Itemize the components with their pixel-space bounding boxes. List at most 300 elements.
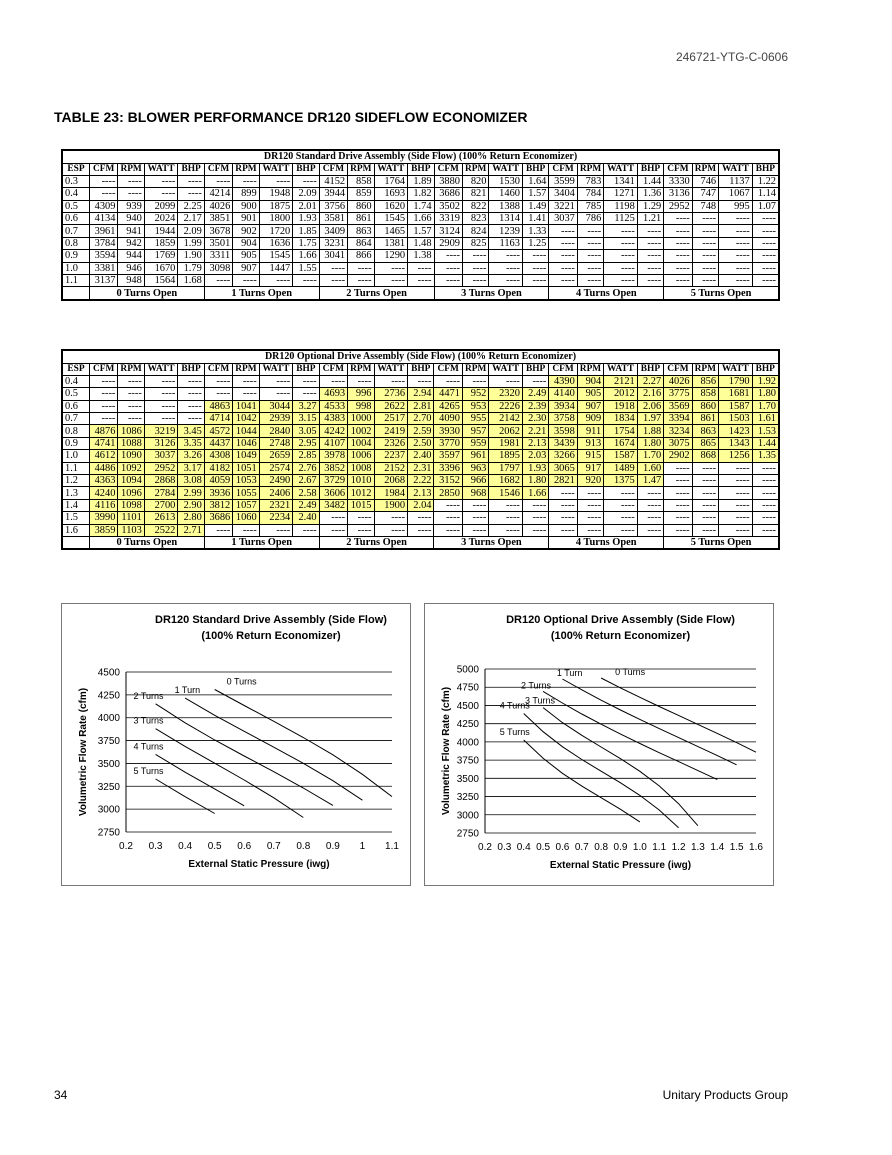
table-cell: ---- — [637, 512, 663, 524]
table-cell: ---- — [434, 275, 462, 287]
table-cell: 2.70 — [408, 413, 434, 425]
table-cell: 1.99 — [178, 237, 204, 249]
table-cell: 1290 — [374, 250, 408, 262]
table-cell: ---- — [434, 499, 462, 511]
document-id: 246721-YTG-C-0606 — [675, 50, 788, 64]
table-cell: 953 — [462, 400, 488, 412]
table-cell: 2.49 — [522, 388, 548, 400]
x-tick-label: 0.3 — [148, 841, 163, 852]
table-cell: ---- — [637, 524, 663, 536]
table-cell: ---- — [408, 275, 434, 287]
table-cell: ---- — [637, 262, 663, 274]
table-cell: 2.16 — [637, 388, 663, 400]
table-cell: 1800 — [259, 213, 293, 225]
table-cell: ---- — [178, 388, 204, 400]
table-cell: 1041 — [233, 400, 259, 412]
turns-open-label: 1 Turns Open — [204, 287, 319, 300]
table-cell: 1067 — [719, 188, 753, 200]
table-cell: ---- — [522, 275, 548, 287]
table-cell: ---- — [752, 499, 779, 511]
column-header-cfm: CFM — [434, 363, 462, 375]
table-cell: 4090 — [434, 413, 462, 425]
table-cell: 4572 — [204, 425, 232, 437]
table-cell: 2062 — [489, 425, 523, 437]
table-cell: ---- — [577, 487, 603, 499]
table-cell: 3784 — [89, 237, 117, 249]
table-cell: ---- — [752, 462, 779, 474]
turns-open-label: 4 Turns Open — [549, 287, 664, 300]
table-cell: 899 — [233, 188, 259, 200]
table-cell: ---- — [89, 188, 117, 200]
table-cell: 1.48 — [408, 237, 434, 249]
column-header-watt: WATT — [719, 163, 753, 175]
table-cell: 1681 — [719, 388, 753, 400]
table-cell: ---- — [489, 499, 523, 511]
esp-cell: 0.8 — [62, 237, 89, 249]
table-cell: ---- — [144, 188, 178, 200]
table-cell: 3851 — [204, 213, 232, 225]
table-cell: 1.97 — [637, 413, 663, 425]
table-cell: 1010 — [348, 475, 374, 487]
table-cell: 4363 — [89, 475, 117, 487]
table-cell: 915 — [577, 450, 603, 462]
y-tick-label: 3250 — [97, 781, 120, 793]
x-tick-label: 0.7 — [574, 842, 589, 853]
table-cell: ---- — [178, 188, 204, 200]
column-header-bhp: BHP — [178, 363, 204, 375]
table-cell: ---- — [118, 175, 144, 187]
table-cell: 4152 — [319, 175, 347, 187]
chart-subtitle: (100% Return Economizer) — [201, 630, 341, 642]
table-cell: 1546 — [489, 487, 523, 499]
column-header-bhp: BHP — [408, 163, 434, 175]
esp-header: ESP — [62, 363, 89, 375]
table-cell: ---- — [752, 487, 779, 499]
x-tick-label: 0.9 — [613, 842, 628, 853]
table-cell: ---- — [692, 475, 718, 487]
table-cell: 859 — [348, 188, 374, 200]
table-cell: 2326 — [374, 437, 408, 449]
table-cell: 2226 — [489, 400, 523, 412]
table-cell: 902 — [233, 225, 259, 237]
table-cell: 1042 — [233, 413, 259, 425]
table-cell: 3606 — [319, 487, 347, 499]
table-cell: 959 — [462, 437, 488, 449]
table-cell: ---- — [374, 275, 408, 287]
table-cell: 3037 — [144, 450, 178, 462]
table-cell: 4741 — [89, 437, 117, 449]
table-cell: 939 — [118, 200, 144, 212]
table-cell: ---- — [719, 225, 753, 237]
column-header-cfm: CFM — [549, 163, 577, 175]
column-header-watt: WATT — [489, 363, 523, 375]
table-cell: ---- — [637, 275, 663, 287]
turns-open-label: 5 Turns Open — [664, 287, 779, 300]
table-cell: ---- — [752, 524, 779, 536]
esp-cell: 1.5 — [62, 512, 89, 524]
table-cell: 905 — [233, 250, 259, 262]
table-cell: 856 — [692, 375, 718, 387]
table-cell: ---- — [664, 213, 692, 225]
table-cell: 4714 — [204, 413, 232, 425]
column-header-cfm: CFM — [204, 363, 232, 375]
standard-drive-chart-svg — [62, 604, 410, 885]
table-cell: 1670 — [144, 262, 178, 274]
table-cell: 3880 — [434, 175, 462, 187]
table-cell: ---- — [204, 375, 232, 387]
table-cell: 858 — [692, 388, 718, 400]
table-cell: ---- — [522, 262, 548, 274]
y-tick-label: 3000 — [456, 810, 479, 822]
x-axis-label: External Static Pressure (iwg) — [549, 860, 692, 871]
table-cell: 4107 — [319, 437, 347, 449]
table-cell: 3152 — [434, 475, 462, 487]
table-cell: ---- — [374, 375, 408, 387]
table-cell: ---- — [549, 512, 577, 524]
table-cell: ---- — [522, 375, 548, 387]
table-cell: ---- — [637, 225, 663, 237]
table-cell: ---- — [549, 225, 577, 237]
table-cell: 1.92 — [752, 375, 779, 387]
footer-blank-cell — [62, 536, 89, 549]
table-row — [62, 225, 779, 237]
table-cell: 3044 — [259, 400, 293, 412]
table-cell: 2320 — [489, 388, 523, 400]
table-cell: ---- — [204, 275, 232, 287]
table-cell: 1.25 — [522, 237, 548, 249]
table-cell: ---- — [462, 499, 488, 511]
table-cell: 1790 — [719, 375, 753, 387]
x-tick-label: 0.7 — [266, 841, 281, 852]
y-tick-label: 4250 — [456, 719, 479, 731]
table-cell: 2613 — [144, 512, 178, 524]
table-cell: 825 — [462, 237, 488, 249]
table-cell: 3978 — [319, 450, 347, 462]
table-cell: 2902 — [664, 450, 692, 462]
x-tick-label: 0.9 — [325, 841, 340, 852]
series-line-3 — [543, 708, 698, 826]
table-cell: 1984 — [374, 487, 408, 499]
table-cell: 3330 — [664, 175, 692, 187]
footer-blank-cell — [62, 287, 89, 300]
table-cell: ---- — [719, 262, 753, 274]
table-cell: 3.08 — [178, 475, 204, 487]
table-cell: ---- — [752, 512, 779, 524]
x-tick-label: 1.0 — [632, 842, 647, 853]
table-cell: 1.85 — [293, 225, 319, 237]
table-row — [62, 262, 779, 274]
table-cell: ---- — [408, 512, 434, 524]
table-cell: 944 — [118, 250, 144, 262]
table-cell: 957 — [462, 425, 488, 437]
table-cell: 1051 — [233, 462, 259, 474]
table-cell: 968 — [462, 487, 488, 499]
table-cell: 2.01 — [293, 200, 319, 212]
table-cell: ---- — [118, 413, 144, 425]
table-cell: 783 — [577, 175, 603, 187]
table-cell: 2406 — [259, 487, 293, 499]
table-cell: 860 — [348, 200, 374, 212]
table-cell: 1198 — [604, 200, 638, 212]
optional_table-caption: DR120 Optional Drive Assembly (Side Flow) (100% Return Economizer) — [62, 350, 779, 363]
column-header-watt: WATT — [144, 363, 178, 375]
table-cell: 1.66 — [293, 250, 319, 262]
table-row — [62, 188, 779, 200]
table-cell: 1.38 — [408, 250, 434, 262]
table-cell: 2419 — [374, 425, 408, 437]
table-cell: 3065 — [549, 462, 577, 474]
table-cell: 1.64 — [522, 175, 548, 187]
table-cell: ---- — [489, 275, 523, 287]
table-cell: 1.47 — [637, 475, 663, 487]
table-cell: ---- — [577, 499, 603, 511]
table-cell: 4182 — [204, 462, 232, 474]
table-cell: ---- — [319, 262, 347, 274]
table-cell: 2622 — [374, 400, 408, 412]
table-cell: 861 — [692, 413, 718, 425]
column-header-bhp: BHP — [752, 163, 779, 175]
table-cell: ---- — [719, 237, 753, 249]
table-cell: 963 — [462, 462, 488, 474]
table-cell: 2522 — [144, 524, 178, 536]
table-cell: ---- — [462, 375, 488, 387]
table-cell: 2909 — [434, 237, 462, 249]
esp-cell: 1.2 — [62, 475, 89, 487]
table-cell: ---- — [692, 275, 718, 287]
table-cell: ---- — [293, 524, 319, 536]
y-tick-label: 5000 — [456, 664, 479, 676]
table-row — [62, 425, 779, 437]
table-cell: ---- — [319, 512, 347, 524]
table-cell: 1875 — [259, 200, 293, 212]
table-cell: 2952 — [664, 200, 692, 212]
table-cell: 2.59 — [408, 425, 434, 437]
table-cell: ---- — [348, 275, 374, 287]
table-cell: 4242 — [319, 425, 347, 437]
table-cell: ---- — [348, 512, 374, 524]
table-cell: 1092 — [118, 462, 144, 474]
table-cell: 4437 — [204, 437, 232, 449]
table-cell: 1375 — [604, 475, 638, 487]
table-cell: ---- — [577, 237, 603, 249]
table-cell: ---- — [719, 512, 753, 524]
esp-cell: 0.4 — [62, 375, 89, 387]
x-tick-label: 0.2 — [119, 841, 133, 852]
table-cell: ---- — [692, 487, 718, 499]
column-header-cfm: CFM — [204, 163, 232, 175]
esp-cell: 1.6 — [62, 524, 89, 536]
y-tick-label: 3750 — [97, 736, 120, 748]
table-cell: 3597 — [434, 450, 462, 462]
table-cell: 907 — [233, 262, 259, 274]
x-tick-label: 1.4 — [710, 842, 725, 853]
table-cell: 2.90 — [178, 499, 204, 511]
table-cell: 3381 — [89, 262, 117, 274]
table-cell: 4533 — [319, 400, 347, 412]
table-cell: 1587 — [604, 450, 638, 462]
table-cell: 1012 — [348, 487, 374, 499]
turns-open-label: 1 Turns Open — [204, 536, 319, 549]
table-cell: 4026 — [204, 200, 232, 212]
x-tick-label: 0.3 — [497, 842, 512, 853]
table-cell: ---- — [89, 175, 117, 187]
table-cell: 1.61 — [752, 413, 779, 425]
table-cell: 1006 — [348, 450, 374, 462]
optional-drive-chart-svg — [425, 604, 773, 885]
column-header-watt: WATT — [259, 163, 293, 175]
table-cell: 1004 — [348, 437, 374, 449]
table-cell: 1674 — [604, 437, 638, 449]
table-cell: 4308 — [204, 450, 232, 462]
x-tick-label: 0.8 — [594, 842, 609, 853]
table-cell: ---- — [692, 237, 718, 249]
table-row — [62, 213, 779, 225]
table-cell: ---- — [522, 524, 548, 536]
x-tick-label: 1.5 — [729, 842, 744, 853]
table-row — [62, 462, 779, 474]
table-cell: 1503 — [719, 413, 753, 425]
table-cell: 4390 — [549, 375, 577, 387]
x-tick-label: 1 — [359, 841, 366, 852]
table-cell: ---- — [462, 512, 488, 524]
table-cell: ---- — [549, 237, 577, 249]
table-cell: ---- — [408, 262, 434, 274]
table-cell: 3126 — [144, 437, 178, 449]
table-cell: ---- — [604, 250, 638, 262]
table-cell: ---- — [462, 275, 488, 287]
table-cell: 2.17 — [178, 213, 204, 225]
table-cell: 998 — [348, 400, 374, 412]
table-cell: ---- — [577, 250, 603, 262]
table-cell: 3098 — [204, 262, 232, 274]
table-cell: ---- — [144, 413, 178, 425]
column-header-watt: WATT — [719, 363, 753, 375]
table-cell: 3.45 — [178, 425, 204, 437]
table-cell: ---- — [692, 512, 718, 524]
table-cell: ---- — [434, 262, 462, 274]
column-header-rpm: RPM — [462, 363, 488, 375]
table-row — [62, 400, 779, 412]
table-cell: 1545 — [259, 250, 293, 262]
table-cell: 2840 — [259, 425, 293, 437]
turns-open-label: 3 Turns Open — [434, 536, 549, 549]
table-cell: ---- — [664, 512, 692, 524]
table-cell: ---- — [374, 524, 408, 536]
column-header-bhp: BHP — [293, 363, 319, 375]
table-cell: 1859 — [144, 237, 178, 249]
table-cell: 2736 — [374, 388, 408, 400]
table-cell: 913 — [577, 437, 603, 449]
table-cell: 1137 — [719, 175, 753, 187]
x-tick-label: 0.5 — [536, 842, 551, 853]
table-cell: 1.75 — [293, 237, 319, 249]
table-cell: 1720 — [259, 225, 293, 237]
table-cell: ---- — [604, 237, 638, 249]
table-cell: 1834 — [604, 413, 638, 425]
table-cell: 2.21 — [522, 425, 548, 437]
turns-open-label: 5 Turns Open — [664, 536, 779, 549]
x-tick-label: 0.5 — [207, 841, 222, 852]
table-cell: 3075 — [664, 437, 692, 449]
table-cell: 4240 — [89, 487, 117, 499]
table-cell: 2.04 — [408, 499, 434, 511]
table-cell: ---- — [408, 524, 434, 536]
y-axis-label: Volumetric Flow Rate (cfm) — [78, 687, 89, 817]
table-cell: 1101 — [118, 512, 144, 524]
table-cell: 2939 — [259, 413, 293, 425]
y-tick-label: 4500 — [97, 667, 120, 679]
table-cell: 1314 — [489, 213, 523, 225]
table-cell: 784 — [577, 188, 603, 200]
table-cell: 2821 — [549, 475, 577, 487]
y-tick-label: 2750 — [456, 828, 479, 840]
table-cell: 1.66 — [522, 487, 548, 499]
y-tick-label: 3250 — [456, 792, 479, 804]
table-cell: 3502 — [434, 200, 462, 212]
table-cell: 4265 — [434, 400, 462, 412]
table-cell: 1388 — [489, 200, 523, 212]
page-number: 34 — [54, 1088, 68, 1102]
table-cell: ---- — [752, 237, 779, 249]
table-cell: 1423 — [719, 425, 753, 437]
chart-title: DR120 Standard Drive Assembly (Side Flow) — [155, 614, 387, 626]
table-cell: ---- — [204, 175, 232, 187]
table-cell: 1.70 — [637, 450, 663, 462]
table-cell: 2.81 — [408, 400, 434, 412]
table-cell: ---- — [692, 262, 718, 274]
table-cell: 4612 — [89, 450, 117, 462]
table-cell: 2121 — [604, 375, 638, 387]
table-cell: ---- — [489, 375, 523, 387]
table-cell: 4026 — [664, 375, 692, 387]
column-header-rpm: RPM — [692, 163, 718, 175]
table-cell: ---- — [692, 250, 718, 262]
table-cell: 2237 — [374, 450, 408, 462]
table-cell: 858 — [348, 175, 374, 187]
table-cell: 3569 — [664, 400, 692, 412]
table-cell: 2.95 — [293, 437, 319, 449]
table-cell: 1000 — [348, 413, 374, 425]
x-tick-label: 0.8 — [296, 841, 311, 852]
table-cell: 820 — [462, 175, 488, 187]
table-cell: 1981 — [489, 437, 523, 449]
table-cell: 1.89 — [408, 175, 434, 187]
esp-header: ESP — [62, 163, 89, 175]
table-cell: 3.26 — [178, 450, 204, 462]
table-cell: 3439 — [549, 437, 577, 449]
table-cell: 995 — [719, 200, 753, 212]
table-cell: 2.13 — [522, 437, 548, 449]
table-cell: 1046 — [233, 437, 259, 449]
table-cell: ---- — [118, 375, 144, 387]
table-cell: 2234 — [259, 512, 293, 524]
table-cell: ---- — [293, 388, 319, 400]
table-cell: ---- — [259, 524, 293, 536]
table-cell: 1460 — [489, 188, 523, 200]
table-cell: ---- — [522, 512, 548, 524]
x-tick-label: 1.1 — [385, 841, 399, 852]
column-header-rpm: RPM — [348, 163, 374, 175]
column-header-cfm: CFM — [549, 363, 577, 375]
table-cell: 1918 — [604, 400, 638, 412]
table-cell: 1.70 — [752, 400, 779, 412]
table-cell: 2784 — [144, 487, 178, 499]
table-cell: ---- — [752, 213, 779, 225]
table-cell: ---- — [664, 462, 692, 474]
table-cell: ---- — [664, 262, 692, 274]
optional_table-footer-row — [62, 536, 779, 549]
table-cell: ---- — [233, 175, 259, 187]
